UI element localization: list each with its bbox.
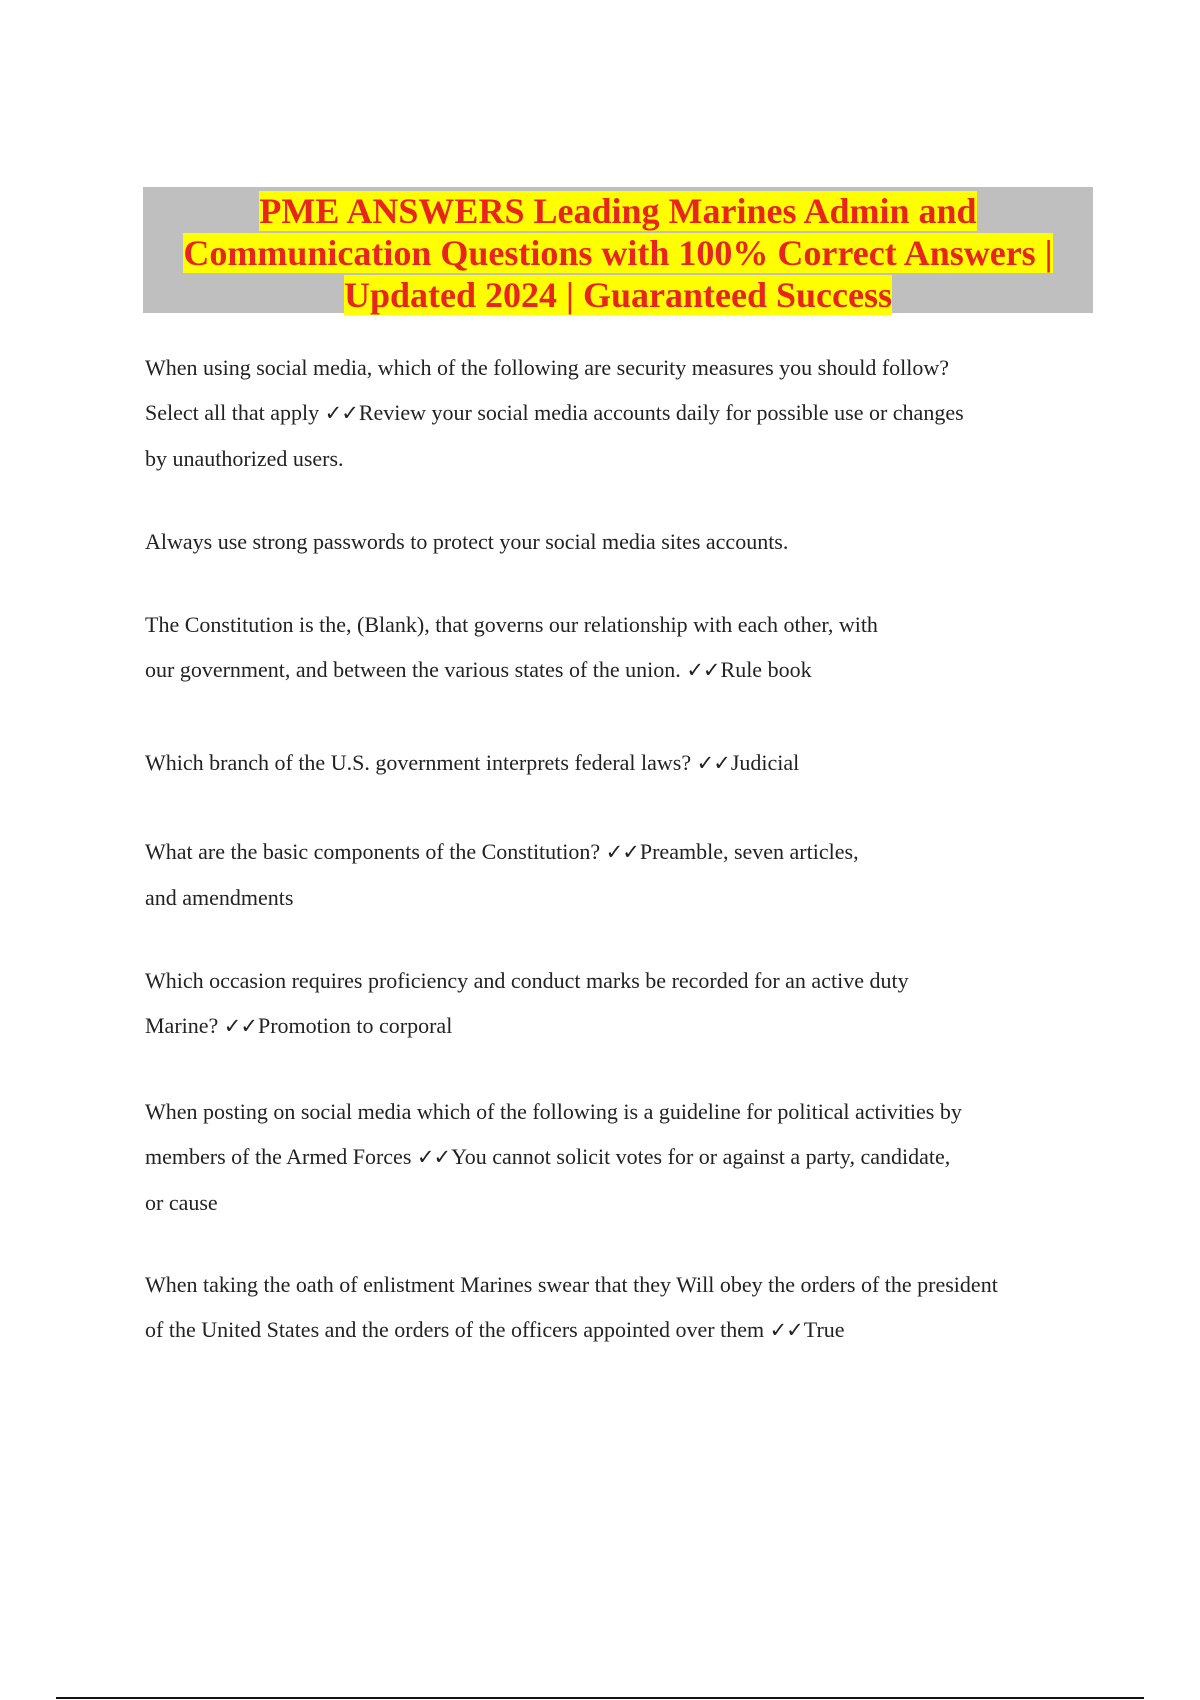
double-check-icon: ✓✓ [769, 1318, 803, 1342]
question-text: When taking the oath of enlistment Marines swear that they Will obey the orders of the president [145, 1272, 998, 1297]
title-line-2: Communication Questions with 100% Correct Answers | [183, 233, 1053, 273]
double-check-icon: ✓✓ [605, 840, 639, 864]
question-answer-line: members of the Armed Forces ✓✓You cannot solicit votes for or against a party, candidate, [145, 1144, 951, 1169]
qa-item-judicial-branch [145, 740, 1105, 786]
answer-text: Preamble, seven articles, [639, 839, 859, 864]
qa-item-political-activities [145, 1089, 1105, 1225]
answer-text: Always use strong passwords to protect your social media sites accounts. [145, 529, 789, 554]
question-text: The Constitution is the, (Blank), that governs our relationship with each other, with [145, 612, 878, 637]
double-check-icon: ✓✓ [686, 658, 720, 682]
question-text: When posting on social media which of the following is a guideline for political activities by [145, 1099, 962, 1124]
qa-item-strong-passwords [145, 519, 1105, 564]
question-answer-line: Marine? ✓✓Promotion to corporal [145, 1013, 453, 1038]
answer-text: True [803, 1317, 845, 1342]
document-title-banner [143, 187, 1093, 313]
double-check-icon: ✓✓ [696, 751, 730, 775]
question-answer-line: our government, and between the various states of the union. ✓✓Rule book [145, 657, 812, 682]
qa-item-proficiency-conduct-marks [145, 958, 1105, 1049]
question-text: Which occasion requires proficiency and conduct marks be recorded for an active duty [145, 968, 909, 993]
qa-item-constitution-components [145, 829, 1105, 920]
title-line-3: Updated 2024 | Guaranteed Success [344, 275, 892, 315]
answer-text: Promotion to corporal [258, 1013, 453, 1038]
qa-item-social-media-security [145, 345, 1105, 481]
question-answer-line [145, 740, 1105, 786]
answer-continuation: or cause [145, 1190, 218, 1215]
question-text: When using social media, which of the following are security measures you should follow? [145, 355, 950, 380]
answer-text: Rule book [720, 657, 812, 682]
question-text: Which branch of the U.S. government interprets federal laws? [145, 750, 697, 775]
double-check-icon: ✓✓ [223, 1014, 257, 1038]
double-check-icon: ✓✓ [324, 401, 358, 425]
title-line-1: PME ANSWERS Leading Marines Admin and [259, 191, 977, 231]
answer-continuation: by unauthorized users. [145, 446, 344, 471]
qa-item-constitution-rule-book [145, 602, 1105, 693]
question-answer-line: of the United States and the orders of the officers appointed over them ✓✓True [145, 1317, 845, 1342]
question-answer-line [145, 829, 1105, 875]
answer-text: Review your social media accounts daily for possible use or changes [358, 400, 964, 425]
question-answer-line: Select all that apply ✓✓Review your social media accounts daily for possible use or changes [145, 400, 964, 425]
answer-continuation: and amendments [145, 885, 294, 910]
double-check-icon: ✓✓ [416, 1145, 451, 1169]
qa-item-oath-of-enlistment [145, 1262, 1105, 1353]
answer-text: Judicial [730, 750, 800, 775]
footer-divider [56, 1697, 1144, 1699]
answer-text: You cannot solicit votes for or against a party, candidate, [451, 1144, 951, 1169]
question-text: What are the basic components of the Constitution? [145, 839, 606, 864]
